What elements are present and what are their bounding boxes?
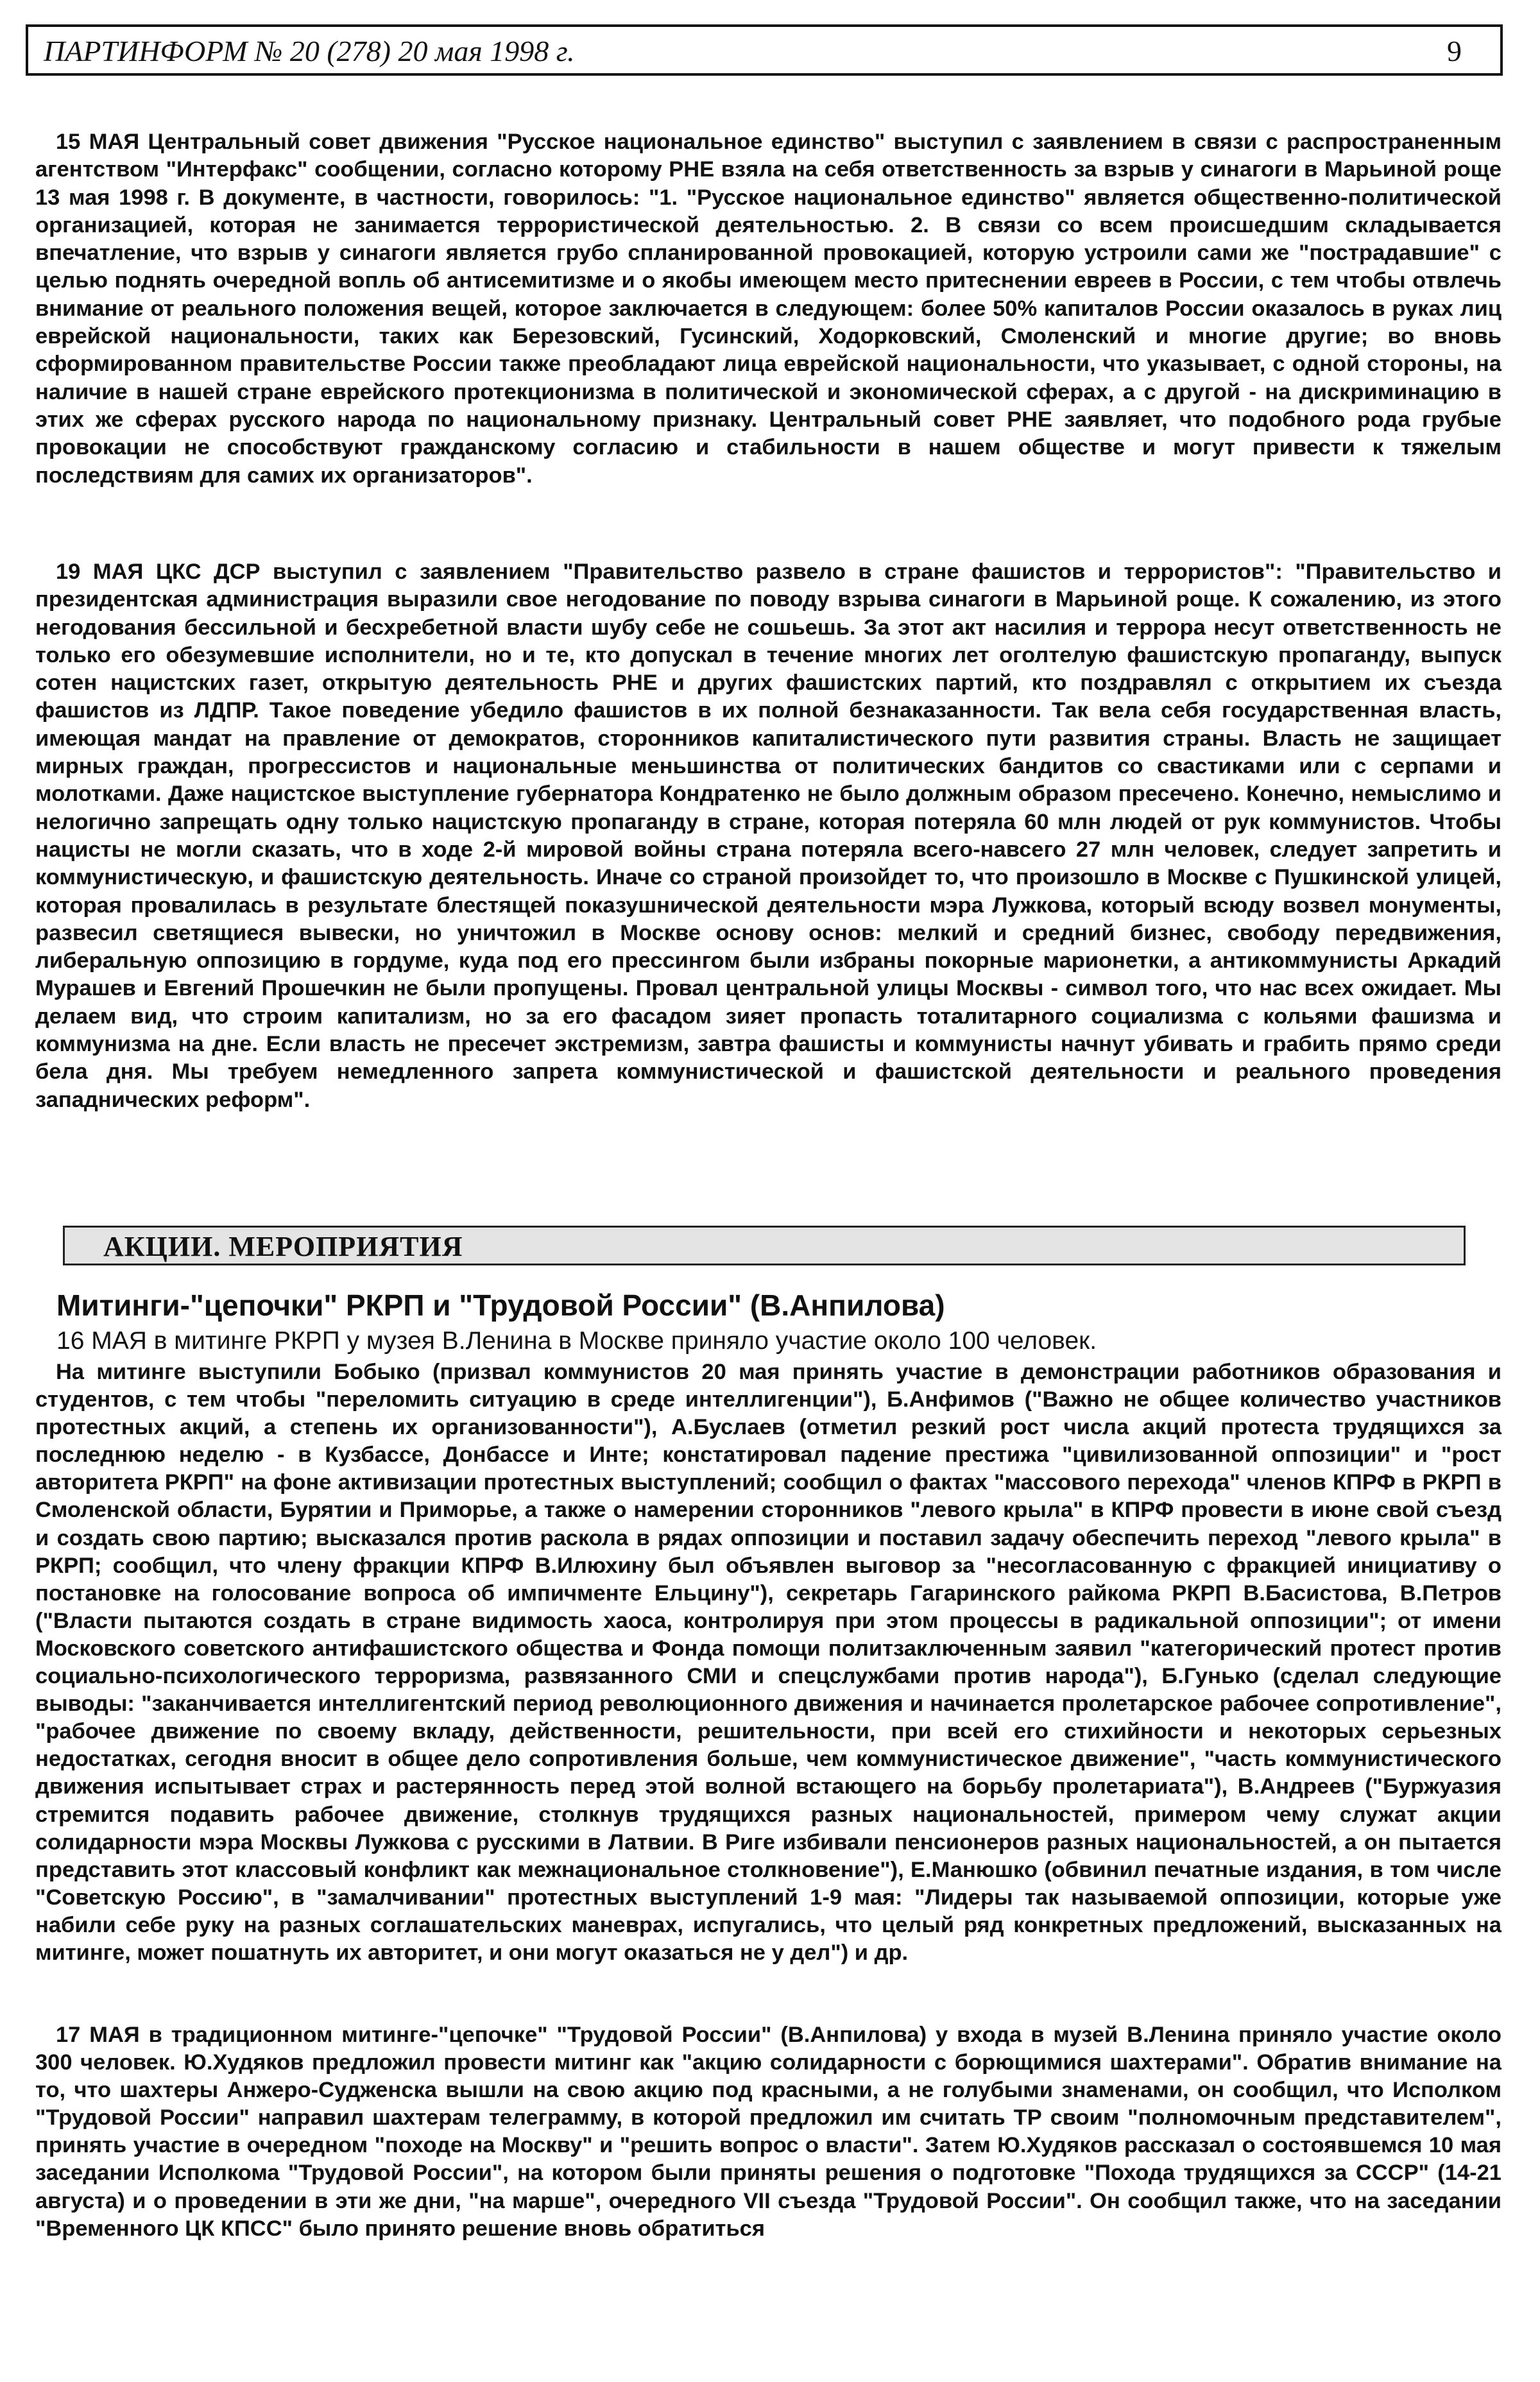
article-paragraph-speakers: На митинге выступили Бобыко (призвал коммунистов 20 мая принять участие в демонстрации работников образования и студентов, с тем чтобы "переломить ситуацию в среде интеллигенции"), Б.Анфимов ("Важно не общее количество участников протестных акций, а степень их организованности"), А.Буслаев (отметил резкий рост числа акций протеста трудящихся за последнюю неделю - в Кузбассе, Донбассе и Инте; констатировал падение престижа "цивилизованной оппозиции" и "рост авторитета РКРП" на фоне активизации протестных выступлений; сообщил о фактах "массового перехода" членов КПРФ в РКРП в Смоленской области, Бурятии и Приморье, а также о намерении сторонников "левого крыла" в КПРФ провести в июне свой съезд и создать свою партию; высказался против раскола в рядах оппозиции и поставил задачу обеспечить переход "левого крыла" в РКРП; сообщил, что члену фракции КПРФ В.Илюхину был объявлен выговор за "несогласованную с фракцией инициативу о постановке на голосование вопроса об импичменте Ельцину"), секретарь Гагаринского райкома РКРП В.Басистова, В.Петров ("Власти пытаются создать в стране видимость хаоса, контролируя при этом процессы в радикальной оппозиции"; от имени Московского советского антифашистского общества и Фонда помощи политзаключенным заявил "категорический протест против социально-психологического терроризма, развязанного СМИ и спецслужбами против народа"), Б.Гунько (сделал следующие выводы: "заканчивается интеллигентский период революционного движения и начинается пролетарское рабочее сопротивление", "рабочее движение по своему вкладу, действенности, решительности, при всей его стихийности и некоторых серьезных недостатках, сегодня вносит в общее дело сопротивления больше, чем коммунистическое движение", "часть коммунистического движения испытывает страх и растерянность перед этой волной встающего на борьбу пролетариата"), В.Андреев ("Буржуазия стремится подавить рабочее движение, столкнув трудящихся разных национальностей, примером чему служат акции солидарности мэра Москвы Лужкова с русскими в Латвии. В Риге избивали пенсионеров разных национальностей, а он пытается представить этот классовый конфликт как межнациональное столкновение"), Е.Манюшко (обвинил печатные издания, в том числе "Советскую Россию", в "замалчивании" протестных выступлений 1-9 мая: "Лидеры так называемой оппозиции, которые уже набили себе руку на разных соглашательских маневрах, испугались, что целый ряд конкретных предложений, высказанных на митинге, может пошатнуть их авторитет, и они могут оказаться не у дел") и др. — [35, 1360, 1502, 1965]
article-title: Митинги-"цепочки" РКРП и "Трудовой России" (В.Анпилова) — [56, 1289, 945, 1322]
section-title: АКЦИИ. МЕРОПРИЯТИЯ — [103, 1231, 463, 1262]
article-lead: 16 МАЯ в митинге РКРП у музея В.Ленина в Москве приняло участие около 100 человек. — [56, 1327, 1097, 1355]
publication-title: ПАРТИНФОРМ № 20 (278) 20 мая 1998 г. — [44, 35, 575, 67]
page-header — [26, 24, 1503, 76]
article-paragraph-may17: 17 МАЯ в традиционном митинге-"цепочке" "Трудовой России" (В.Анпилова) у входа в музей В.Ленина приняло участие около 300 человек. Ю.Худяков предложил провести митинг как "акцию солидарности с борющимися шахтерами". Обратив внимание на то, что шахтеры Анжеро-Судженска вышли на свою акцию под красными, а не голубыми знаменами, он сообщил, что Исполком "Трудовой России" направил шахтерам телеграмму, в которой предложил им считать ТР своим "полномочным представителем", принять участие в очередном "походе на Москву" и "решить вопрос о власти". Затем Ю.Худяков рассказал о состоявшемся 10 мая заседании Исполкома "Трудовой России", на котором были приняты решения о подготовке "Похода трудящихся за СССР" (14-21 августа) и о проведении в эти же дни, "на марше", очередного VII съезда "Трудовой России". Он сообщил также, что на заседании "Временного ЦК КПСС" было принято решение вновь обратиться — [35, 2023, 1502, 2241]
section-header — [63, 1226, 1466, 1265]
paragraph-dsr-statement: 19 МАЯ ЦКС ДСР выступил с заявлением "Правительство развело в стране фашистов и террористов": "Правительство и президентская администрация выразили свое негодование по поводу взрыва синагоги в Марьиной роще. К сожалению, из этого негодования бессильной и бесхребетной власти шубу себе не сошьешь. За этот акт насилия и террора несут ответственность не только его обезумевшие исполнители, но и те, кто допускал в течение многих лет оголтелую фашистскую пропаганду, выпуск сотен нацистских газет, открытую деятельность РНЕ и других фашистских партий, кто поздравлял с открытием их съезда фашистов из ЛДПР. Такое поведение убедило фашистов в их полной безнаказанности. Так вела себя государственная власть, имеющая мандат на правление от демократов, сторонников капиталистического пути развития страны. Власть не защищает мирных граждан, прогрессистов и национальные меньшинства от политических бандитов со свастиками или с серпами и молотками. Даже нацистское выступление губернатора Кондратенко не было должным образом пресечено. Конечно, немыслимо и нелогично запрещать одну только нацистскую пропаганду в стране, которая потеряла 60 млн людей от рук коммунистов. Чтобы нацисты не могли сказать, что в ходе 2-й мировой войны страна потеряла всего-навсего 27 млн человек, следует запретить и коммунистическую, и фашистскую деятельность. Иначе со страной произойдет то, что произошло в Москве с Пушкинской улицей, которая провалилась в результате блестящей показушнической деятельности мэра Лужкова, который всюду возвел монументы, развесил светящиеся вывески, но уничтожил в Москве основу основ: мелкий и средний бизнес, свободу передвижения, либеральную оппозицию в гордуме, куда под его прессингом были избраны покорные марионетки, а антикоммунисты Аркадий Мурашев и Евгений Прошечкин не были пропущены. Провал центральной улицы Москвы - символ того, что нас всех ожидает. Мы делаем вид, что строим капитализм, но за его фасадом зияет пропасть тоталитарного социализма с кольями фашизма и коммунизма на дне. Если власть не пресечет экстремизм, завтра фашисты и коммунисты начнут убивать и грабить прямо среди бела дня. Мы требуем немедленного запрета коммунистической и фашистской деятельности и реального проведения западнических реформ". — [35, 560, 1502, 1112]
page-number: 9 — [1447, 35, 1462, 67]
paragraph-rne-statement: 15 МАЯ Центральный совет движения "Русское национальное единство" выступил с заявлением в связи с распространенным агентством "Интерфакс" сообщении, согласно которому РНЕ взяла на себя ответственность за взрыв у синагоги в Марьиной роще 13 мая 1998 г. В документе, в частности, говорилось: "1. "Русское национальное единство" является общественно-политической организацией, которая не занимается террористической деятельностью. 2. В связи со всем происшедшим складывается впечатление, что взрыв у синагоги является грубо спланированной провокацией, которую устроили сами же "пострадавшие" с целью поднять очередной вопль об антисемитизме и о якобы имеющем место притеснении евреев в России, с тем чтобы отвлечь внимание от реального положения вещей, которое заключается в следующем: более 50% капиталов России оказалось в руках лиц еврейской национальности, таких как Березовский, Гусинский, Ходорковский, Смоленский и многие другие; во вновь сформированном правительстве России также преобладают лица еврейской национальности, что указывает, с одной стороны, на наличие в нашей стране еврейского протекционизма в политической и экономической сферах, а с другой - на дискриминацию в этих же сферах русского народа по национальному признаку. Центральный совет РНЕ заявляет, что подобного рода грубые провокации не способствуют гражданскому согласию и стабильности в нашем обществе и могут привести к тяжелым последствиям для самих их организаторов". — [35, 130, 1502, 488]
